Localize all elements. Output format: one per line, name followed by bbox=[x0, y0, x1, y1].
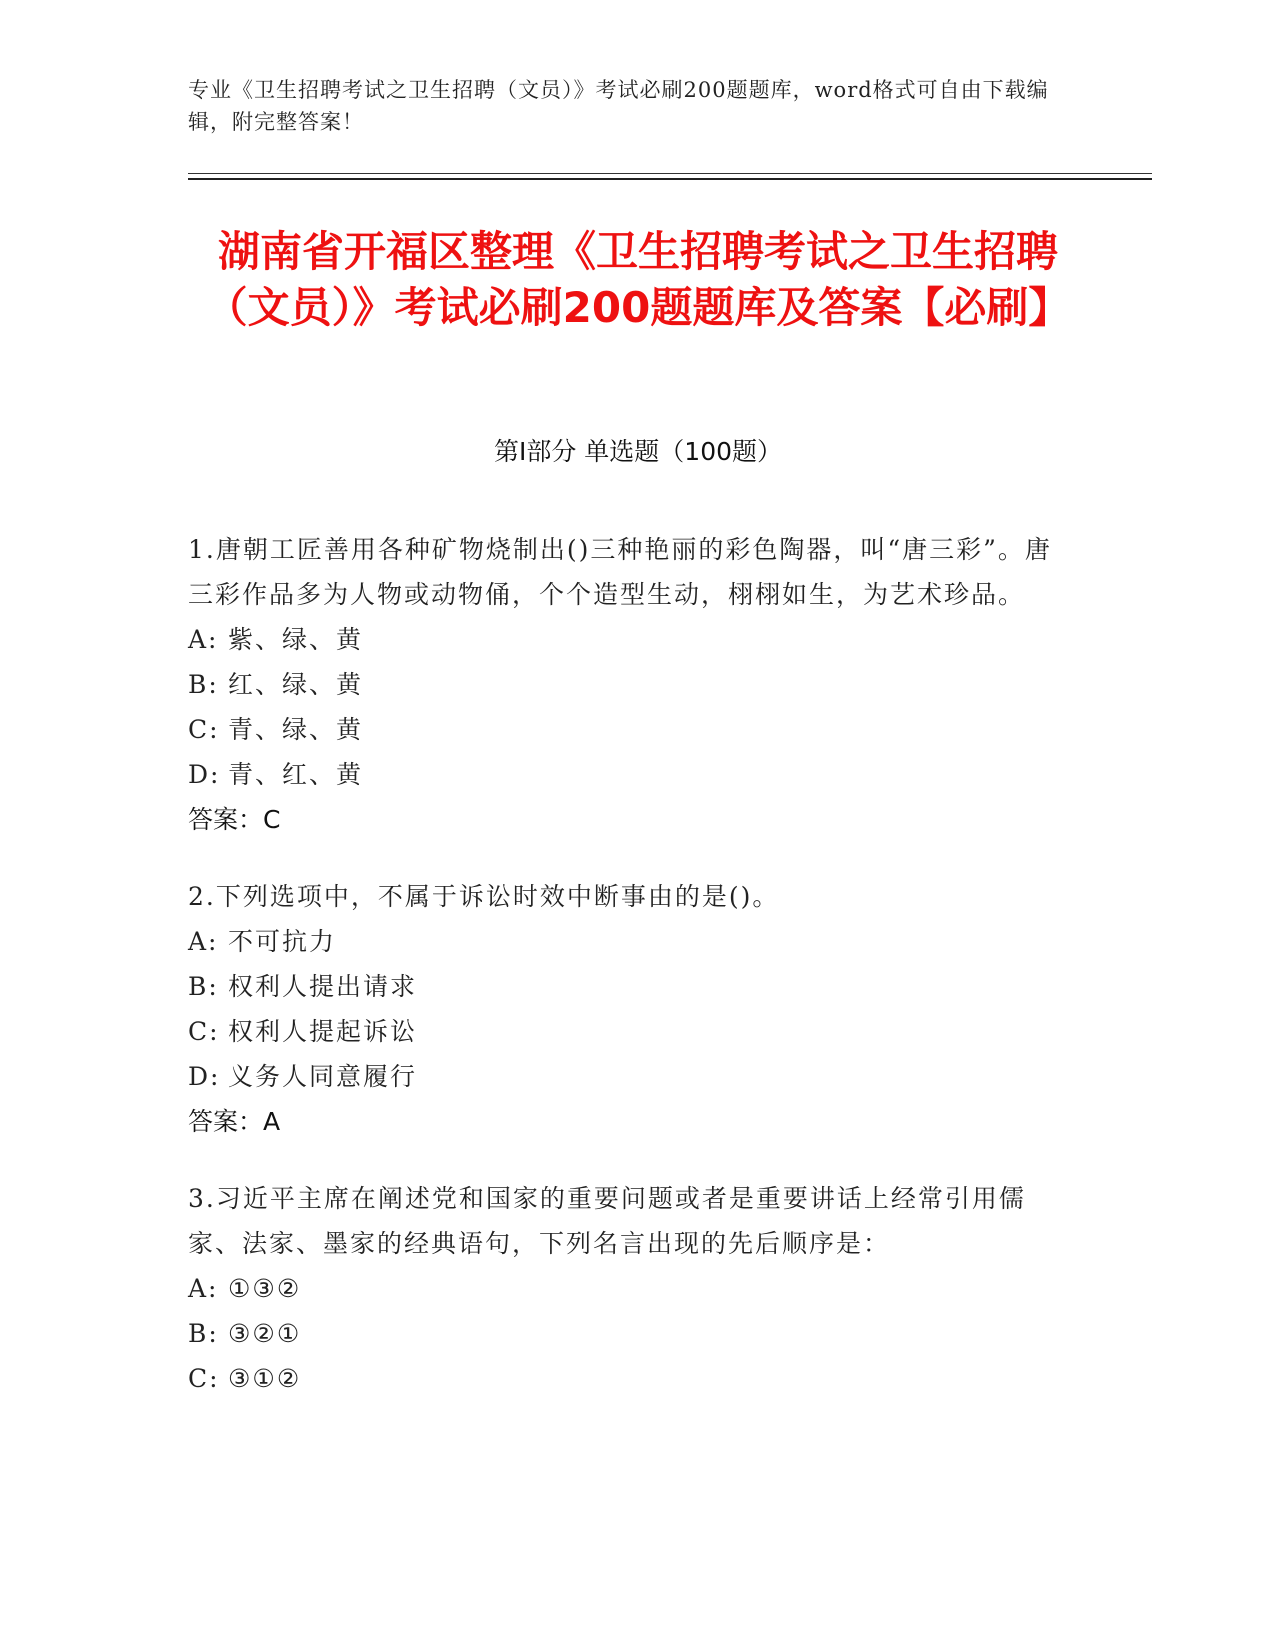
section-title: 第Ⅰ部分 单选题（100题） bbox=[493, 437, 783, 466]
option-text: 青、绿、黄 bbox=[228, 715, 364, 744]
option-letter: B: bbox=[188, 670, 219, 699]
option-text: ③②① bbox=[228, 1319, 302, 1348]
option-text: 权利人提出请求 bbox=[228, 972, 418, 1001]
option-letter: C: bbox=[188, 1017, 220, 1046]
option-b bbox=[188, 1311, 1068, 1356]
option-letter: A: bbox=[188, 625, 219, 654]
option-c bbox=[188, 1009, 1068, 1054]
option-letter: B: bbox=[188, 972, 219, 1001]
question-1 bbox=[188, 527, 1068, 842]
answer-line: 答案：C bbox=[188, 805, 281, 834]
option-letter: A: bbox=[188, 927, 219, 956]
option-text: 紫、绿、黄 bbox=[228, 625, 364, 654]
option-letter: C: bbox=[188, 1364, 220, 1393]
answer-line: 答案：A bbox=[188, 1107, 281, 1136]
question-text: 3.习近平主席在阐述党和国家的重要问题或者是重要讲话上经常引用儒家、法家、墨家的经典语句，下列名言出现的先后顺序是： bbox=[188, 1184, 1026, 1258]
option-b bbox=[188, 964, 1068, 1009]
document-title: 湖南省开福区整理《卫生招聘考试之卫生招聘（文员）》考试必刷200题题库及答案【必刷】 bbox=[205, 227, 1071, 332]
question-text: 2.下列选项中，不属于诉讼时效中断事由的是()。 bbox=[188, 882, 780, 911]
option-text: 红、绿、黄 bbox=[228, 670, 364, 699]
header-rule-thick bbox=[188, 178, 1152, 180]
question-3 bbox=[188, 1176, 1068, 1401]
option-letter: D: bbox=[188, 1062, 221, 1091]
option-text: 不可抗力 bbox=[228, 927, 337, 956]
option-letter: D: bbox=[188, 760, 221, 789]
option-letter: C: bbox=[188, 715, 220, 744]
option-a bbox=[188, 617, 1068, 662]
option-d bbox=[188, 752, 1068, 797]
option-c bbox=[188, 707, 1068, 752]
option-c bbox=[188, 1356, 1068, 1401]
option-text: ①③② bbox=[228, 1274, 302, 1303]
header-rule-thin bbox=[188, 173, 1152, 174]
option-letter: B: bbox=[188, 1319, 219, 1348]
option-text: ③①② bbox=[228, 1364, 302, 1393]
option-text: 权利人提起诉讼 bbox=[228, 1017, 418, 1046]
option-a bbox=[188, 1266, 1068, 1311]
header-note: 专业《卫生招聘考试之卫生招聘（文员）》考试必刷200题题库，word格式可自由下载编辑，附完整答案！ bbox=[188, 78, 1049, 134]
option-letter: A: bbox=[188, 1274, 219, 1303]
option-text: 青、红、黄 bbox=[228, 760, 364, 789]
option-d bbox=[188, 1054, 1068, 1099]
option-b bbox=[188, 662, 1068, 707]
option-text: 义务人同意履行 bbox=[228, 1062, 418, 1091]
option-a bbox=[188, 919, 1068, 964]
question-text: 1.唐朝工匠善用各种矿物烧制出()三种艳丽的彩色陶器，叫“唐三彩”。唐三彩作品多为人物或动物俑，个个造型生动，栩栩如生，为艺术珍品。 bbox=[188, 535, 1052, 609]
question-2 bbox=[188, 874, 1068, 1144]
question-list bbox=[188, 527, 1068, 1433]
